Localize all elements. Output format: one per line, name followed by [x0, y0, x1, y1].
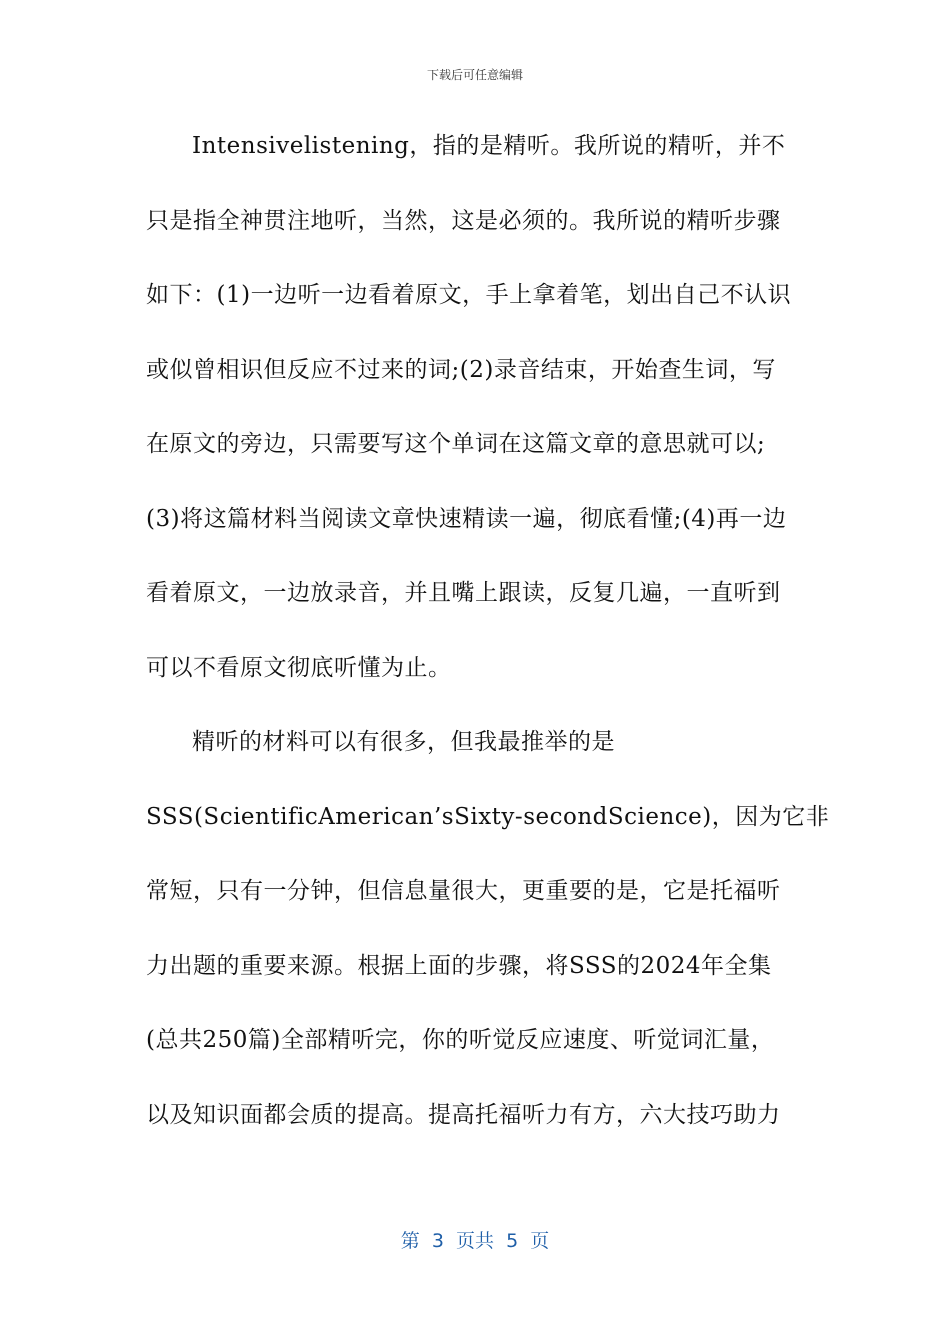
text-line: 看着原文，一边放录音，并且嘴上跟读，反复几遍，一直听到: [146, 580, 781, 606]
text-line: SSS(ScientificAmerican’sSixty-secondScience)，因为它非: [146, 803, 830, 830]
text-line: 精听的材料可以有很多，但我最推举的是: [192, 729, 615, 755]
text-line: Intensivelistening，指的是精听。我所说的精听，并不: [192, 133, 786, 159]
text-line: 只是指全神贯注地听，当然，这是必须的。我所说的精听步骤: [146, 207, 781, 234]
text-line: 可以不看原文彻底听懂为止。: [146, 654, 452, 681]
page-footer: 第 3 页共 5 页: [400, 1230, 550, 1252]
text-line: 常短，只有一分钟，但信息量很大，更重要的是，它是托福听: [146, 878, 781, 904]
document-body: [146, 124, 830, 1167]
text-line: 或似曾相识但反应不过来的词;(2)录音结束，开始查生词，写: [146, 356, 776, 383]
page-header: 下载后可任意编辑: [426, 68, 523, 82]
text-line: 以及知识面都会质的提高。提高托福听力有方，六大技巧助力: [146, 1101, 781, 1128]
text-line: (总共250篇)全部精听完，你的听觉反应速度、听觉词汇量，: [146, 1027, 775, 1053]
text-line: 力出题的重要来源。根据上面的步骤，将SSS的2024年全集: [146, 952, 772, 979]
text-line: 在原文的旁边，只需要写这个单词在这篇文章的意思就可以;: [146, 431, 766, 457]
text-line: (3)将这篇材料当阅读文章快速精读一遍，彻底看懂;(4)再一边: [146, 505, 787, 532]
text-line: 如下：(1)一边听一边看着原文，手上拿着笔，划出自己不认识: [146, 282, 792, 308]
